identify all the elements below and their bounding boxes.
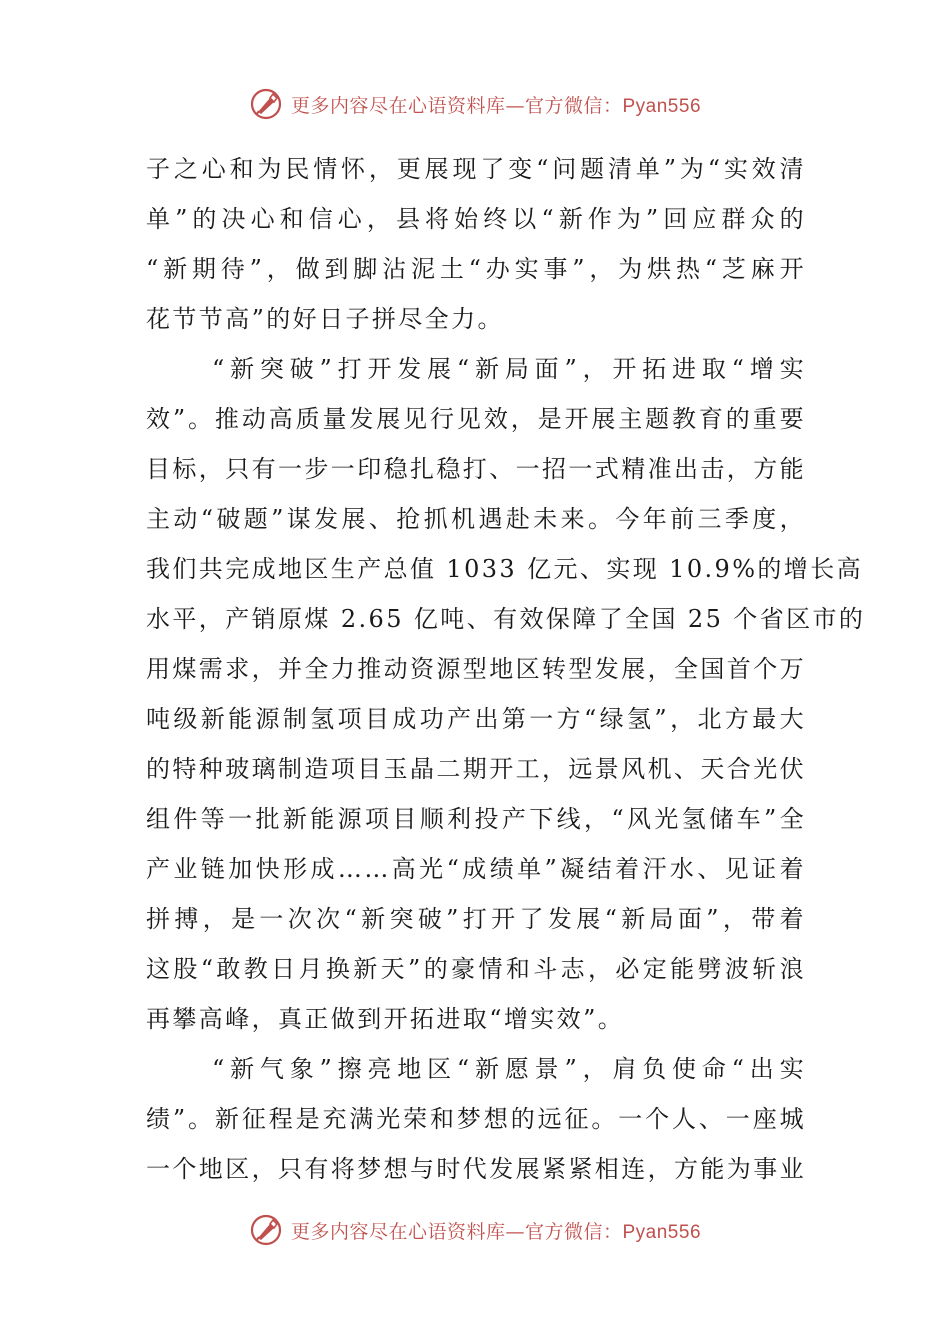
- paragraph-1: [146, 144, 806, 344]
- footer-watermark: [0, 1210, 950, 1250]
- text-line: “新期待”，做到脚沾泥土“办实事”，为烘热“芝麻开: [146, 255, 806, 283]
- text-line: “新气象”擦亮地区“新愿景”，肩负使命“出实: [212, 1055, 806, 1083]
- text-line: 主动“破题”谋发展、抢抓机遇赴未来。今年前三季度，: [146, 505, 806, 533]
- text-line: 我们共完成地区生产总值 1033 亿元、实现 10.9%的增长高: [146, 555, 864, 583]
- pen-nib-icon: [249, 87, 283, 121]
- text-line: 绩”。新征程是充满光荣和梦想的远征。一个人、一座城: [146, 1105, 806, 1133]
- text-line: 花节节高”的好日子拼尽全力。: [146, 305, 504, 333]
- text-line: 单”的决心和信心，县将始终以“新作为”回应群众的: [146, 205, 806, 233]
- paragraph-2: [146, 344, 866, 1044]
- text-line: 吨级新能源制氢项目成功产出第一方“绿氢”，北方最大: [146, 705, 806, 733]
- text-line: 一个地区，只有将梦想与时代发展紧紧相连，方能为事业: [146, 1155, 806, 1183]
- paragraph-3: [146, 1044, 806, 1194]
- text-line: 水平，产销原煤 2.65 亿吨、有效保障了全国 25 个省区市的: [146, 605, 866, 633]
- pen-nib-icon: [249, 1213, 283, 1247]
- text-line: 拼搏，是一次次“新突破”打开了发展“新局面”，带着: [146, 905, 806, 933]
- text-line: 效”。推动高质量发展见行见效，是开展主题教育的重要: [146, 405, 806, 433]
- text-line: “新突破”打开发展“新局面”，开拓进取“增实: [212, 355, 806, 383]
- watermark-wechat-id: Pyan556: [622, 1221, 702, 1243]
- watermark-text: 更多内容尽在心语资料库—官方微信：Pyan556: [290, 1220, 702, 1243]
- document-body: [146, 144, 866, 1194]
- text-line: 组件等一批新能源项目顺利投产下线，“风光氢储车”全: [146, 805, 806, 833]
- text-line: 用煤需求，并全力推动资源型地区转型发展，全国首个万: [146, 655, 806, 683]
- text-line: 的特种玻璃制造项目玉晶二期开工，远景风机、天合光伏: [146, 755, 806, 783]
- text-line: 这股“敢教日月换新天”的豪情和斗志，必定能劈波斩浪: [146, 955, 806, 983]
- text-line: 目标，只有一步一印稳扎稳打、一招一式精准出击，方能: [146, 455, 806, 483]
- text-line: 子之心和为民情怀，更展现了变“问题清单”为“实效清: [146, 155, 806, 183]
- watermark-wechat-id: Pyan556: [622, 95, 702, 117]
- text-line: 产业链加快形成……高光“成绩单”凝结着汗水、见证着: [146, 855, 806, 883]
- text-line: 再攀高峰，真正做到开拓进取“增实效”。: [146, 1005, 625, 1033]
- header-watermark: [0, 84, 950, 124]
- watermark-text: 更多内容尽在心语资料库—官方微信：Pyan556: [290, 94, 702, 117]
